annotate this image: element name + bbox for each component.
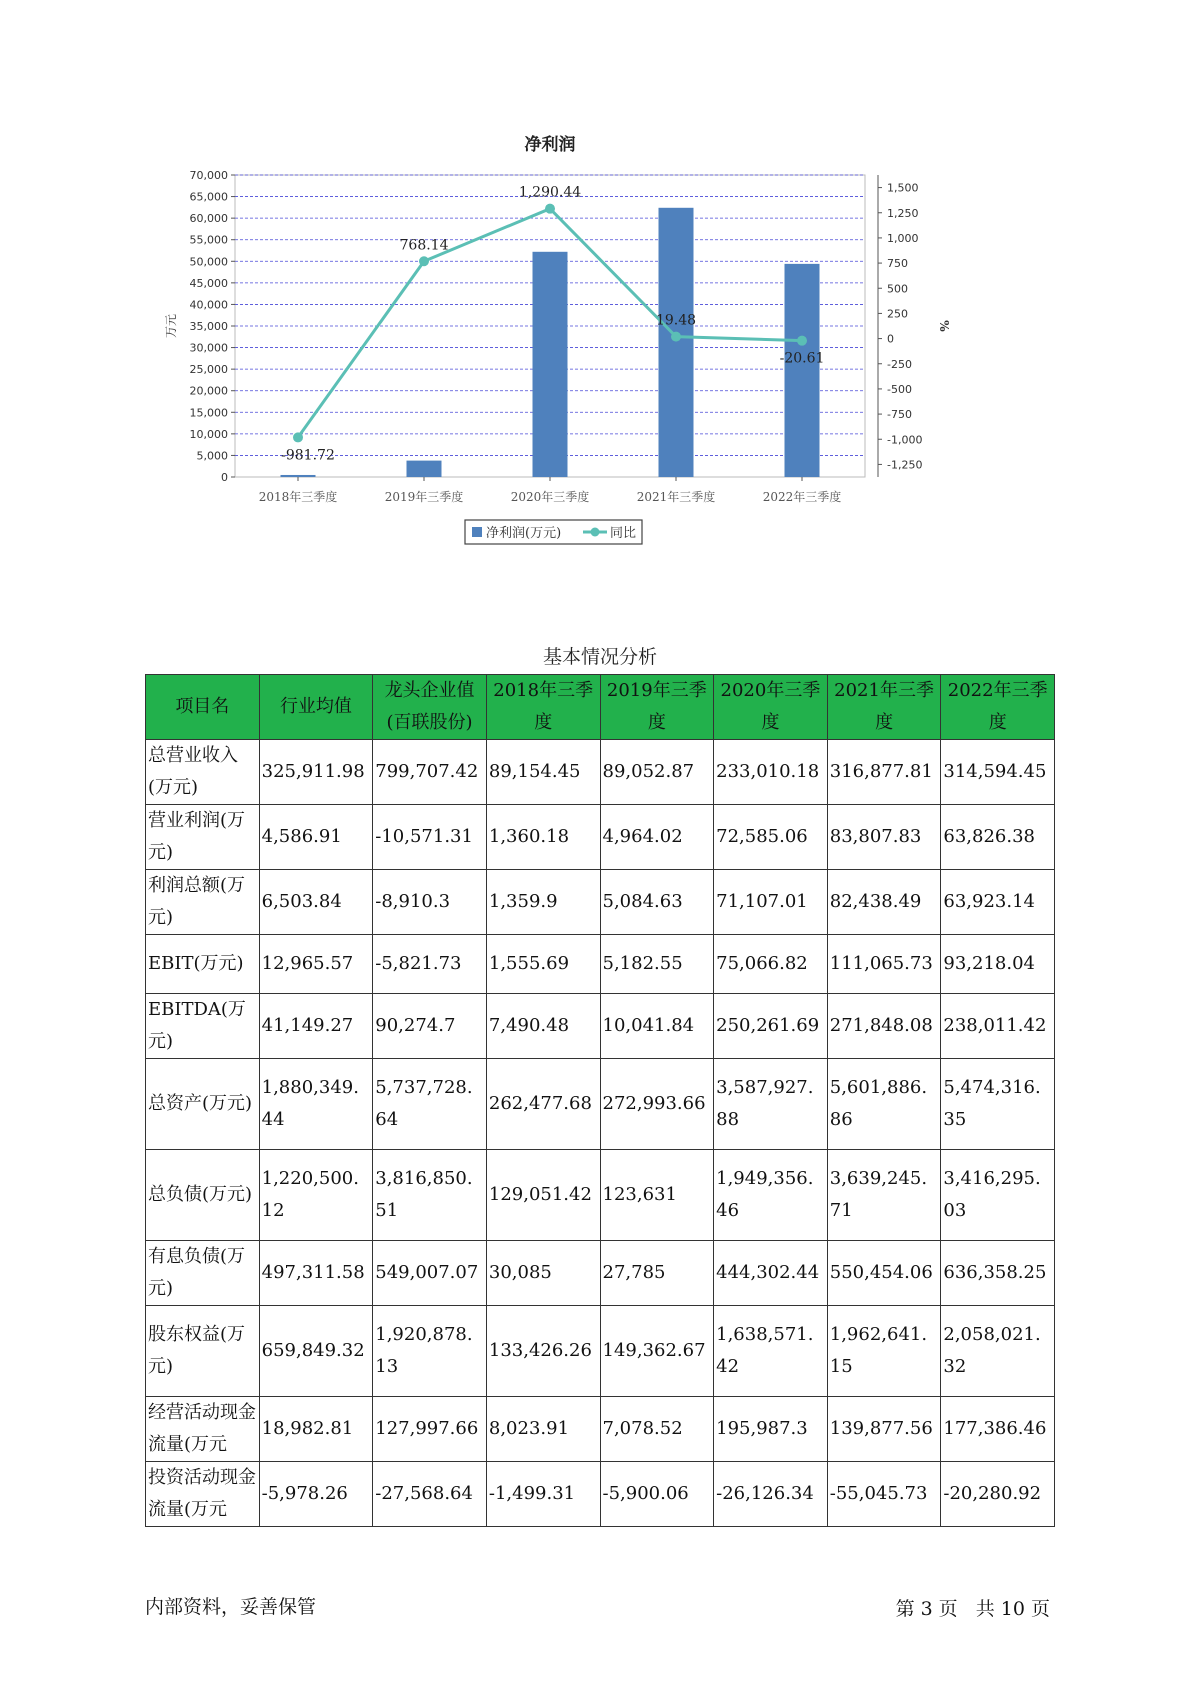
row-label: EBIT(万元) xyxy=(146,935,260,994)
y2-tick-label: -750 xyxy=(887,408,912,422)
data-label: -20.61 xyxy=(779,350,825,367)
table-cell: 233,010.18 xyxy=(714,740,828,805)
yoy-point xyxy=(545,204,555,214)
table-header-row xyxy=(146,675,1055,740)
table-cell: 27,785 xyxy=(600,1241,714,1306)
table-cell: -26,126.34 xyxy=(714,1462,828,1527)
table-caption: 基本情况分析 xyxy=(542,646,657,668)
table-cell: 123,631 xyxy=(600,1150,714,1241)
y-tick-label: 5,000 xyxy=(196,449,228,463)
yoy-point xyxy=(293,432,303,442)
y-tick-label: 65,000 xyxy=(189,190,228,204)
table-cell: -55,045.73 xyxy=(827,1462,941,1527)
table-cell: 18,982.81 xyxy=(259,1397,373,1462)
table-cell: -27,568.64 xyxy=(373,1462,487,1527)
net-profit-chart xyxy=(150,130,1050,600)
table-cell: 7,078.52 xyxy=(600,1397,714,1462)
data-label: 768.14 xyxy=(399,237,449,254)
page-total-prefix: 共 xyxy=(975,1598,995,1620)
data-label: -981.72 xyxy=(281,447,335,464)
table-row xyxy=(146,1150,1055,1241)
table-cell: 314,594.45 xyxy=(941,740,1055,805)
row-label: 总营业收入(万元) xyxy=(146,740,260,805)
row-label: 股东权益(万元) xyxy=(146,1306,260,1397)
table-header-7: 2022年三季度 xyxy=(941,675,1055,740)
table-cell: 72,585.06 xyxy=(714,805,828,870)
table-cell: 497,311.58 xyxy=(259,1241,373,1306)
table-row xyxy=(146,1462,1055,1527)
data-label: 1,290.44 xyxy=(518,184,582,201)
table-cell: 89,154.45 xyxy=(486,740,600,805)
table-cell: 133,426.26 xyxy=(486,1306,600,1397)
table-row xyxy=(146,1397,1055,1462)
y2-tick-label: -1,250 xyxy=(887,458,923,472)
table-cell: 250,261.69 xyxy=(714,994,828,1059)
footer-confidential-note: 内部资料，妥善保管 xyxy=(145,1596,317,1618)
table-cell: 262,477.68 xyxy=(486,1059,600,1150)
table-cell: 63,826.38 xyxy=(941,805,1055,870)
table-cell: 636,358.25 xyxy=(941,1241,1055,1306)
table-header-1: 行业均值 xyxy=(259,675,373,740)
table-cell: 149,362.67 xyxy=(600,1306,714,1397)
y-tick-label: 60,000 xyxy=(189,212,228,226)
chart-title: 净利润 xyxy=(524,135,576,155)
yoy-point xyxy=(797,336,807,346)
table-cell: 3,639,245.71 xyxy=(827,1150,941,1241)
legend-label-line: 同比 xyxy=(610,526,637,541)
x-tick-label: 2019年三季度 xyxy=(384,490,464,504)
page-label-mid: 页 xyxy=(938,1598,958,1620)
table-cell: 8,023.91 xyxy=(486,1397,600,1462)
bar xyxy=(281,475,316,477)
table-cell: 111,065.73 xyxy=(827,935,941,994)
table-row xyxy=(146,994,1055,1059)
table-body xyxy=(146,740,1055,1527)
page-current: 3 xyxy=(920,1598,933,1620)
row-label: 有息负债(万元) xyxy=(146,1241,260,1306)
table-cell: 3,587,927.88 xyxy=(714,1059,828,1150)
table-cell: 238,011.42 xyxy=(941,994,1055,1059)
table-cell: 6,503.84 xyxy=(259,870,373,935)
table-header-4: 2019年三季度 xyxy=(600,675,714,740)
table-cell: 5,474,316.35 xyxy=(941,1059,1055,1150)
table-header-0: 项目名 xyxy=(146,675,260,740)
x-tick-label: 2018年三季度 xyxy=(258,490,338,504)
row-label: 总资产(万元) xyxy=(146,1059,260,1150)
y-tick-label: 25,000 xyxy=(189,363,228,377)
table-cell: -5,978.26 xyxy=(259,1462,373,1527)
x-tick-label: 2022年三季度 xyxy=(762,490,842,504)
table-cell: 549,007.07 xyxy=(373,1241,487,1306)
y2-tick-label: 1,000 xyxy=(887,231,919,245)
y-tick-label: 0 xyxy=(221,471,228,484)
table-cell: 7,490.48 xyxy=(486,994,600,1059)
yoy-point xyxy=(671,332,681,342)
y2-tick-label: 1,500 xyxy=(887,181,919,195)
table-row xyxy=(146,805,1055,870)
table-cell: 1,920,878.13 xyxy=(373,1306,487,1397)
row-label: 利润总额(万元) xyxy=(146,870,260,935)
y-tick-label: 20,000 xyxy=(189,384,228,398)
row-label: EBITDA(万元) xyxy=(146,994,260,1059)
row-label: 投资活动现金流量(万元 xyxy=(146,1462,260,1527)
page-total: 10 xyxy=(1000,1598,1025,1620)
basic-analysis-table xyxy=(145,674,1055,1527)
table-row xyxy=(146,935,1055,994)
legend-label-bar: 净利润(万元) xyxy=(486,526,562,541)
table-cell: 316,877.81 xyxy=(827,740,941,805)
table-cell: 5,182.55 xyxy=(600,935,714,994)
table-cell: 127,997.66 xyxy=(373,1397,487,1462)
table-cell: 12,965.57 xyxy=(259,935,373,994)
table-cell: 325,911.98 xyxy=(259,740,373,805)
yoy-point xyxy=(419,256,429,266)
table-cell: 139,877.56 xyxy=(827,1397,941,1462)
bar xyxy=(533,252,568,477)
bar xyxy=(659,208,694,477)
table-cell: -8,910.3 xyxy=(373,870,487,935)
table-cell: 129,051.42 xyxy=(486,1150,600,1241)
table-cell: 271,848.08 xyxy=(827,994,941,1059)
table-cell: 659,849.32 xyxy=(259,1306,373,1397)
x-tick-label: 2021年三季度 xyxy=(636,490,716,504)
table-cell: 444,302.44 xyxy=(714,1241,828,1306)
table-cell: 1,359.9 xyxy=(486,870,600,935)
x-tick-label: 2020年三季度 xyxy=(510,490,590,504)
row-label: 总负债(万元) xyxy=(146,1150,260,1241)
table-cell: -20,280.92 xyxy=(941,1462,1055,1527)
table-cell: 93,218.04 xyxy=(941,935,1055,994)
page-label-prefix: 第 xyxy=(895,1598,915,1620)
y-tick-label: 30,000 xyxy=(189,341,228,355)
y2-tick-label: 750 xyxy=(887,257,908,271)
table-cell: 1,360.18 xyxy=(486,805,600,870)
data-label: 19.48 xyxy=(655,312,697,329)
y-tick-label: 35,000 xyxy=(189,320,228,333)
table-header-5: 2020年三季度 xyxy=(714,675,828,740)
table-cell: 5,084.63 xyxy=(600,870,714,935)
table-cell: 71,107.01 xyxy=(714,870,828,935)
table-cell: 41,149.27 xyxy=(259,994,373,1059)
table-row xyxy=(146,1241,1055,1306)
y-tick-label: 15,000 xyxy=(189,406,228,420)
y2-tick-label: 0 xyxy=(887,332,894,346)
table-cell: 1,220,500.12 xyxy=(259,1150,373,1241)
chart-svg xyxy=(150,130,1050,600)
table-cell: 63,923.14 xyxy=(941,870,1055,935)
legend-swatch-bar xyxy=(472,527,482,537)
table-cell: 1,555.69 xyxy=(486,935,600,994)
table-row xyxy=(146,870,1055,935)
y2-tick-label: -250 xyxy=(887,357,912,371)
table-cell: 1,949,356.46 xyxy=(714,1150,828,1241)
y2-axis-label: % xyxy=(937,320,951,332)
row-label: 经营活动现金流量(万元 xyxy=(146,1397,260,1462)
table-row xyxy=(146,1306,1055,1397)
table-cell: 1,962,641.15 xyxy=(827,1306,941,1397)
table-cell: 82,438.49 xyxy=(827,870,941,935)
table-cell: 10,041.84 xyxy=(600,994,714,1059)
table-header-6: 2021年三季度 xyxy=(827,675,941,740)
table-cell: 83,807.83 xyxy=(827,805,941,870)
y-tick-label: 45,000 xyxy=(189,276,228,290)
table-row xyxy=(146,740,1055,805)
y2-tick-label: 1,250 xyxy=(887,206,919,220)
table-cell: 30,085 xyxy=(486,1241,600,1306)
table-cell: 799,707.42 xyxy=(373,740,487,805)
table-cell: -10,571.31 xyxy=(373,805,487,870)
table-cell: 3,816,850.51 xyxy=(373,1150,487,1241)
table-header-2: 龙头企业值(百联股份) xyxy=(373,675,487,740)
bar xyxy=(407,461,442,477)
table-cell: 195,987.3 xyxy=(714,1397,828,1462)
table-cell: -1,499.31 xyxy=(486,1462,600,1527)
table-cell: 89,052.87 xyxy=(600,740,714,805)
table-cell: -5,900.06 xyxy=(600,1462,714,1527)
y-tick-label: 70,000 xyxy=(189,169,228,182)
y-tick-label: 10,000 xyxy=(189,427,228,441)
table-cell: 90,274.7 xyxy=(373,994,487,1059)
table-cell: 177,386.46 xyxy=(941,1397,1055,1462)
table-cell: 5,737,728.64 xyxy=(373,1059,487,1150)
bar xyxy=(785,264,820,477)
table-cell: 3,416,295.03 xyxy=(941,1150,1055,1241)
table-cell: 2,058,021.32 xyxy=(941,1306,1055,1397)
table-row xyxy=(146,1059,1055,1150)
table-cell: 75,066.82 xyxy=(714,935,828,994)
legend-swatch-point xyxy=(591,528,600,537)
y2-tick-label: 250 xyxy=(887,307,908,321)
table-cell: 5,601,886.86 xyxy=(827,1059,941,1150)
page-total-suffix: 页 xyxy=(1030,1598,1050,1620)
table-cell: 550,454.06 xyxy=(827,1241,941,1306)
table-cell: 4,964.02 xyxy=(600,805,714,870)
table-cell: 272,993.66 xyxy=(600,1059,714,1150)
y2-tick-label: -500 xyxy=(887,382,912,396)
footer-page-number xyxy=(893,1594,1053,1621)
y-tick-label: 55,000 xyxy=(189,233,228,247)
table-cell: 1,880,349.44 xyxy=(259,1059,373,1150)
table-cell: 4,586.91 xyxy=(259,805,373,870)
table-cell: -5,821.73 xyxy=(373,935,487,994)
y2-tick-label: 500 xyxy=(887,282,908,296)
y2-tick-label: -1,000 xyxy=(887,433,923,447)
y-tick-label: 50,000 xyxy=(189,255,228,269)
table-cell: 1,638,571.42 xyxy=(714,1306,828,1397)
table-header-3: 2018年三季度 xyxy=(486,675,600,740)
y-axis-label: 万元 xyxy=(164,313,178,339)
y-tick-label: 40,000 xyxy=(189,298,228,312)
row-label: 营业利润(万元) xyxy=(146,805,260,870)
